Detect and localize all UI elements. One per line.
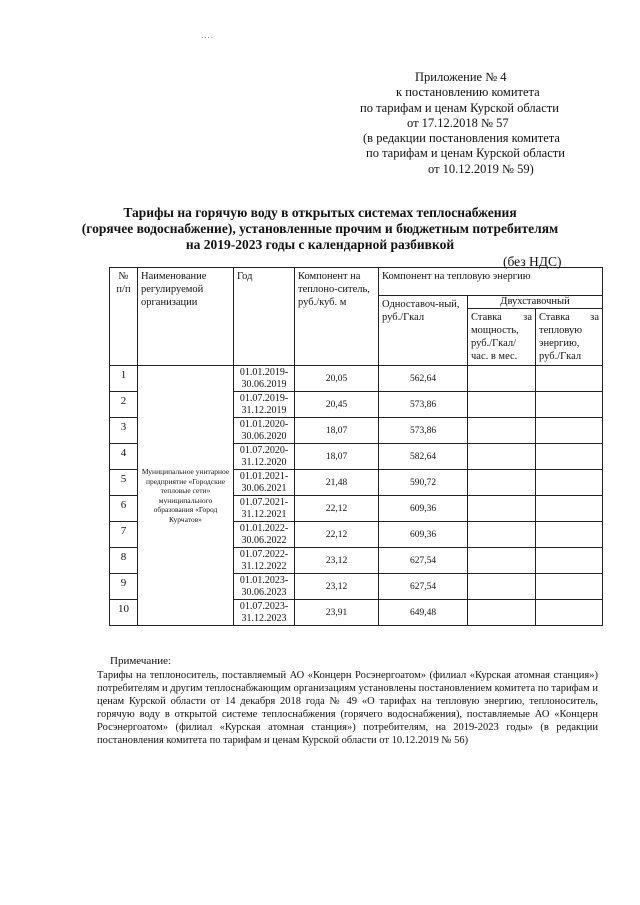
appendix-line: к постановлению комитета xyxy=(396,85,540,100)
period-cell: 01.01.2020-30.06.2020 xyxy=(234,418,295,444)
heat-rate-cell xyxy=(536,496,603,522)
row-number: 6 xyxy=(110,496,138,522)
appendix-header xyxy=(340,70,580,177)
heat-rate-cell xyxy=(536,548,603,574)
row-number: 7 xyxy=(110,522,138,548)
carrier-cell: 21,48 xyxy=(295,470,379,496)
tariff-table xyxy=(109,267,603,626)
carrier-cell: 23,91 xyxy=(295,600,379,626)
single-rate-cell: 609,36 xyxy=(379,522,468,548)
single-rate-cell: 649,48 xyxy=(379,600,468,626)
appendix-line: Приложение № 4 xyxy=(415,70,507,84)
col-header-num: № п/п xyxy=(110,268,138,366)
period-cell: 01.01.2019-30.06.2019 xyxy=(234,366,295,392)
title-line: на 2019-2023 годы с календарной разбивкой xyxy=(185,237,455,252)
col-header-heat: Ставка за тепловую энергию, руб./Гкал xyxy=(536,309,603,366)
single-rate-cell: 627,54 xyxy=(379,574,468,600)
organization-cell: Муниципальное унитарное предприятие «Городские тепловые сети» муниципального образования «Город Курчатов» xyxy=(138,366,234,626)
period-cell: 01.07.2022-31.12.2022 xyxy=(234,548,295,574)
single-rate-cell: 573,86 xyxy=(379,392,468,418)
appendix-line: по тарифам и ценам Курской области xyxy=(360,100,559,115)
heat-rate-cell xyxy=(536,470,603,496)
document-title xyxy=(60,205,580,253)
period-cell: 01.07.2020-31.12.2020 xyxy=(234,444,295,470)
heat-rate-cell xyxy=(536,600,603,626)
carrier-cell: 23,12 xyxy=(295,574,379,600)
period-cell: 01.07.2019-31.12.2019 xyxy=(234,392,295,418)
period-cell: 01.01.2021-30.06.2021 xyxy=(234,470,295,496)
col-header-double: Двухставочный xyxy=(468,296,603,309)
col-header-org: Наименование регулируемой организации xyxy=(138,268,234,366)
power-rate-cell xyxy=(468,600,536,626)
period-cell: 01.07.2021-31.12.2021 xyxy=(234,496,295,522)
no-vat-note: (без НДС) xyxy=(503,254,562,269)
carrier-cell: 20,05 xyxy=(295,366,379,392)
single-rate-cell: 562,64 xyxy=(379,366,468,392)
power-rate-cell xyxy=(468,522,536,548)
row-number: 3 xyxy=(110,418,138,444)
col-header-power: Ставка за мощность, руб./Гкал/час. в мес. xyxy=(468,309,536,366)
power-rate-cell xyxy=(468,392,536,418)
power-rate-cell xyxy=(468,548,536,574)
row-number: 9 xyxy=(110,574,138,600)
single-rate-cell: 573,86 xyxy=(379,418,468,444)
col-header-carrier: Компонент на теплоно-ситель, руб./куб. м xyxy=(295,268,379,366)
appendix-line: от 10.12.2019 № 59) xyxy=(428,161,534,176)
single-rate-cell: 590,72 xyxy=(379,470,468,496)
row-number: 10 xyxy=(110,600,138,626)
row-number: 1 xyxy=(110,366,138,392)
carrier-cell: 20,45 xyxy=(295,392,379,418)
row-number: 8 xyxy=(110,548,138,574)
appendix-line: (в редакции постановления комитета xyxy=(363,131,560,146)
carrier-cell: 22,12 xyxy=(295,496,379,522)
power-rate-cell xyxy=(468,444,536,470)
note-text: Тарифы на теплоноситель, поставляемый АО «Концерн Росэнергоатом» (филиал «Курская атомная станция») потребителям и другим теплоснабжающим организациям установлены постановлением комитета по тарифам и ценам Курской области от 14 декабря 2018 года № 49 «О тарифах на тепловую энергию, теплоноситель, горячую воду в открытой системе теплоснабжения (горячего водоснабжения), поставляемые АО «Концерн Росэнергоатом» (филиал «Курская атомная станция») потребителям, на 2019-2023 годы» (в редакции постановления комитета по тарифам и ценам Курской области от 10.12.2019 № 56) xyxy=(97,670,598,746)
power-rate-cell xyxy=(468,366,536,392)
heat-rate-cell xyxy=(536,574,603,600)
power-rate-cell xyxy=(468,470,536,496)
col-header-single: Одноставоч-ный, руб./Гкал xyxy=(379,296,468,366)
power-rate-cell xyxy=(468,574,536,600)
period-cell: 01.01.2023-30.06.2023 xyxy=(234,574,295,600)
title-line: (горячее водоснабжение), установленные прочим и бюджетным потребителям xyxy=(81,221,559,236)
heat-rate-cell xyxy=(536,418,603,444)
single-rate-cell: 609,36 xyxy=(379,496,468,522)
period-cell: 01.07.2023-31.12.2023 xyxy=(234,600,295,626)
heat-rate-cell xyxy=(536,366,603,392)
heat-rate-cell xyxy=(536,392,603,418)
heat-rate-cell xyxy=(536,522,603,548)
appendix-line: от 17.12.2018 № 57 xyxy=(407,115,509,130)
row-number: 5 xyxy=(110,470,138,496)
period-cell: 01.01.2022-30.06.2022 xyxy=(234,522,295,548)
carrier-cell: 18,07 xyxy=(295,444,379,470)
power-rate-cell xyxy=(468,496,536,522)
col-header-year: Год xyxy=(234,268,295,366)
col-header-energy: Компонент на тепловую энергию xyxy=(379,268,603,296)
single-rate-cell: 582,64 xyxy=(379,444,468,470)
carrier-cell: 22,12 xyxy=(295,522,379,548)
single-rate-cell: 627,54 xyxy=(379,548,468,574)
table-row xyxy=(110,366,603,392)
carrier-cell: 23,12 xyxy=(295,548,379,574)
heat-rate-cell xyxy=(536,444,603,470)
page-dots: .... xyxy=(201,30,214,40)
appendix-line: по тарифам и ценам Курской области xyxy=(366,146,565,161)
note-title: Примечание: xyxy=(110,655,172,667)
power-rate-cell xyxy=(468,418,536,444)
row-number: 4 xyxy=(110,444,138,470)
title-line: Тарифы на горячую воду в открытых системах теплоснабжения xyxy=(123,205,517,220)
carrier-cell: 18,07 xyxy=(295,418,379,444)
row-number: 2 xyxy=(110,392,138,418)
